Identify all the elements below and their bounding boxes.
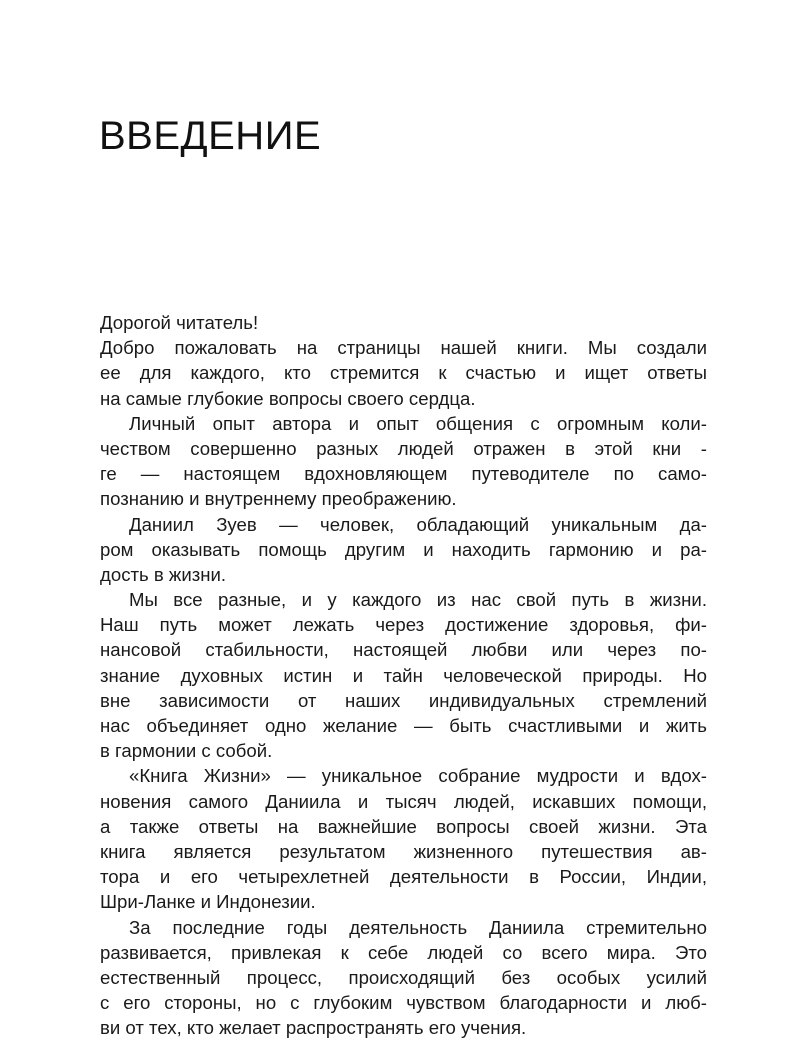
text-line: ви от тех, кто желает распространять его учения. (100, 1017, 527, 1039)
text-line: вне зависимости от наших индивидуальных стремлений (100, 689, 707, 711)
text-line: Дорогой читатель! (100, 312, 259, 333)
text-line: с его стороны, но с глубоким чувством благодарности и люб- (100, 992, 707, 1014)
text-line: Даниил Зуев — человек, обладающий уникальным да- (129, 513, 707, 535)
text-line: Наш путь может лежать через достижение здоровья, фи- (100, 614, 707, 636)
text-line: дость в жизни. (100, 563, 227, 585)
text-line: нас объединяет одно желание — быть счастливыми и жить (100, 715, 707, 736)
text-line: развивается, привлекая к себе людей со всего мира. Это (100, 941, 707, 963)
text-line: естественный процесс, происходящий без особых усилий (100, 966, 707, 988)
text-line: За последние годы деятельность Даниила стремительно (129, 916, 707, 938)
text-line: ром оказывать помощь другим и находить гармонию и ра- (100, 538, 707, 560)
chapter-title: ВВЕДЕНИЕ (99, 114, 322, 158)
text-line: новения самого Даниила и тысяч людей, искавших помощи, (100, 790, 707, 812)
text-line: а также ответы на важнейшие вопросы своей жизни. Эта (100, 815, 707, 837)
text-line: книга является результатом жизненного путешествия ав- (100, 840, 707, 862)
text-line: Мы все разные, и у каждого из нас свой путь в жизни. (129, 589, 707, 611)
text-line: Добро пожаловать на страницы нашей книги. Мы создали (100, 337, 707, 359)
text-line: Шри-Ланке и Индонезии. (100, 891, 316, 913)
text-line: ее для каждого, кто стремится к счастью и ищет ответы (100, 362, 707, 384)
text-line: знание духовных истин и тайн человеческой природы. Но (100, 664, 707, 686)
text-line: Личный опыт автора и опыт общения с огромным коли- (129, 412, 707, 434)
text-line: нансовой стабильности, настоящей любви или через по- (100, 639, 707, 661)
body-text (100, 310, 707, 1040)
text-line: в гармонии с собой. (100, 740, 273, 762)
text-line: ге — настоящем вдохновляющем путеводителе по само- (100, 463, 707, 485)
text-line: познанию и внутреннему преображению. (100, 488, 457, 510)
text-line: чеством совершенно разных людей отражен в этой кни - (100, 437, 707, 459)
text-line: тора и его четырехлетней деятельности в России, Индии, (100, 866, 707, 888)
text-line: «Книга Жизни» — уникальное собрание мудрости и вдох- (129, 765, 707, 787)
text-line: на самые глубокие вопросы своего сердца. (100, 387, 476, 409)
